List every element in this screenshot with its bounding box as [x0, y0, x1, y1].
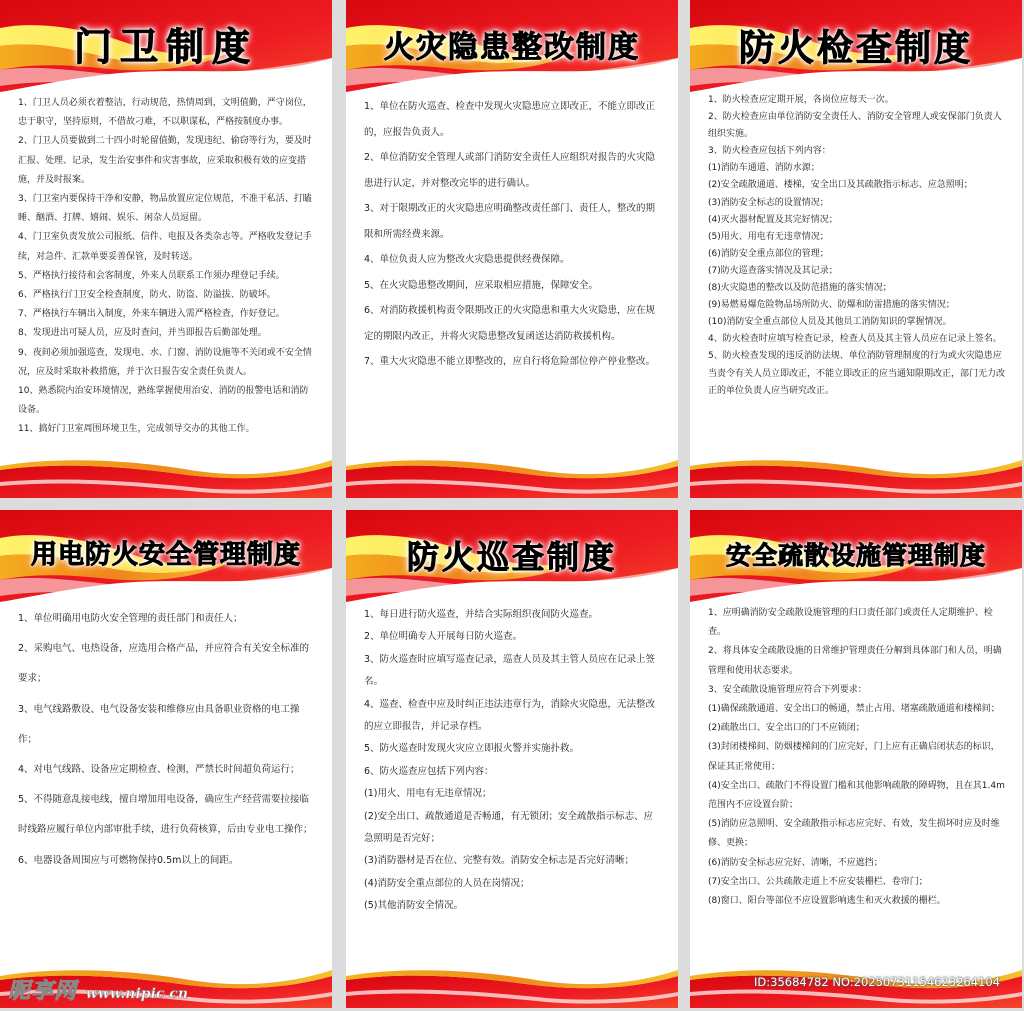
rule-item: 6、防火巡查应包括下列内容： [364, 765, 494, 777]
rule-item: 1、门卫人员必须衣着整洁，行动规范，热情周到，文明值勤，严守岗位，忠于职守，坚持原则，不借故刁难，不以职谋私，严格按制度办事。 [18, 98, 312, 128]
rule-item: (8)窗口、阳台等部位不应设置影响逃生和灭火救援的栅栏。 [708, 896, 946, 907]
rule-item: 1、单位明确用电防火安全管理的责任部门和责任人； [18, 613, 243, 624]
rule-item: (4)安全出口、疏散门不得设置门槛和其他影响疏散的障碍物，且在其1.4m范围内不应设置台阶； [708, 780, 1005, 811]
rule-item: 2、采购电气、电热设备，应选用合格产品，并应符合有关安全标准的要求； [18, 643, 310, 685]
rule-item: 6、对消防救援机构责令限期改正的火灾隐患和重大火灾隐患，应在规定的期限内改正，并将火灾隐患整改复函送达消防救援机构。 [364, 305, 656, 342]
rule-item: (1)用火、用电有无违章情况； [364, 788, 492, 800]
watermark-brand [8, 974, 188, 1005]
rule-item: (7)防火巡查落实情况及其记录； [708, 265, 838, 276]
rule-item: (5)其他消防安全情况。 [364, 900, 463, 912]
rule-item: 6、严格执行门卫安全检查制度，防火、防盗、防溢拔、防破坏。 [18, 290, 276, 301]
rule-item: 5、在火灾隐患整改期间，应采取相应措施，保障安全。 [364, 279, 599, 291]
rule-item: 2、单位明确专人开展每日防火巡查。 [364, 631, 523, 643]
rule-item: 11、搞好门卫室周围环境卫生，完成领导交办的其他工作。 [18, 424, 255, 435]
rule-item: (6)消防安全标志应完好、清晰，不应遮挡； [708, 857, 883, 868]
panel-electrical-fire-safety [0, 510, 332, 1008]
rule-list [708, 92, 1006, 400]
rule-item: (3)消防器材是否在位、完整有效。消防安全标志是否完好清晰； [364, 855, 634, 867]
rule-item: 9、夜间必须加强巡查，发现电、水、门窗、消防设施等不关闭或不安全情况，应及时采取补救措施，并于次日报告安全责任负责人。 [18, 347, 312, 377]
rule-item: 3、安全疏散设施管理应符合下列要求： [708, 684, 867, 695]
rule-item: (4)灭火器材配置及其完好情况； [708, 214, 838, 225]
panel-fire-inspection [690, 0, 1022, 498]
rule-item: 2、单位消防安全管理人或部门消防安全责任人应组织对报告的火灾隐患进行认定，并对整改完毕的进行确认。 [364, 152, 656, 189]
rule-item: (2)安全出口、疏散通道是否畅通，有无锁闭；安全疏散指示标志、应急照明是否完好； [364, 810, 653, 845]
rule-item: 5、防火检查发现的违反消防法规、单位消防管理制度的行为或火灾隐患应当责令有关人员立即改正，不能立即改正的应当通知限期改正，部门无力改正的单位负责人应当研究改正。 [708, 351, 1006, 396]
rule-item: (1)消防车通道、消防水源； [708, 163, 820, 174]
panel-evacuation-facilities [690, 510, 1022, 1008]
rule-item: 2、防火检查应由单位消防安全责任人、消防安全管理人或安保部门负责人组织实施。 [708, 112, 1002, 140]
rule-list [364, 94, 662, 375]
footer-wave-banner [346, 962, 678, 1008]
rule-item: 3、防火检查应包括下列内容： [708, 146, 831, 157]
rule-item: 3、对于限期改正的火灾隐患应明确整改责任部门、责任人，整改的期限和所需经费来源。 [364, 203, 656, 240]
rule-item: (5)用火、用电有无违章情况； [708, 231, 829, 242]
rule-list [364, 604, 662, 918]
rule-list [708, 604, 1006, 911]
watermark-brand-name: 昵享网 [8, 978, 78, 1004]
rule-list [18, 94, 316, 440]
rule-item: 4、防火检查时应填写检查记录，检查人员及其主管人员应在记录上签名。 [708, 334, 1002, 345]
footer-wave-banner [346, 452, 678, 498]
panel-title: 防火巡查制度 [406, 538, 617, 576]
rule-item: 5、不得随意乱接电线，擅自增加用电设备，确应生产经营需要拉接临时线路应履行单位内部审批手续，进行负荷核算，后由专业电工操作； [18, 794, 313, 836]
footer-wave-banner [690, 452, 1022, 498]
rule-item: 8、发现进出可疑人员，应及时查问，并当即报告后勤部处理。 [18, 328, 267, 339]
panel-fire-hazard-rectification [346, 0, 678, 498]
rule-item: 2、门卫人员要做到二十四小时轮留值勤，发现违纪、偷窃等行为，要及时汇报、处理、记录，发生治安事件和灾害事故，应采取积极有效的应变措施，并及时报案。 [18, 136, 312, 185]
rule-item: 1、每日进行防火巡查，并结合实际组织夜间防火巡查。 [364, 609, 599, 620]
rule-item: 1、防火检查应定期开展，各岗位应每天一次。 [708, 95, 894, 105]
panel-title: 安全疏散设施管理制度 [725, 541, 986, 570]
rule-item: (5)消防应急照明、安全疏散指示标志应完好、有效，发生损坏时应及时维修、更换； [708, 819, 1000, 849]
rule-item: 7、严格执行车辆出入制度，外来车辆进入需严格检查，作好登记。 [18, 309, 285, 320]
rule-item: 5、严格执行接待和会客制度，外来人员联系工作须办理登记手续。 [18, 270, 285, 281]
rule-item: (8)火灾隐患的整改以及防范措施的落实情况； [708, 283, 892, 294]
rule-item: 7、重大火灾隐患不能立即整改的，应自行将危险部位停产停业整改。 [364, 356, 656, 367]
panel-title: 门卫制度 [73, 25, 258, 69]
rule-item: 4、巡查、检查中应及时纠正违法违章行为，消除火灾隐患，无法整改的应立即报告，并记录存档。 [364, 698, 656, 733]
watermark-url: www.nipic.cn [85, 986, 189, 1002]
rule-item: (2)安全疏散通道、楼梯，安全出口及其疏散指示标志、应急照明； [708, 180, 973, 191]
rule-item: 3、门卫室内要保持干净和安静，物品放置应定位规范，不准干私活、打瞌睡、酗酒、打牌、嬉闹、娱乐、闲杂人员逗留。 [18, 194, 312, 224]
rule-item: 4、对电气线路、设备应定期检查、检测，严禁长时间超负荷运行； [18, 764, 300, 776]
panel-title: 火灾隐患整改制度 [384, 30, 640, 65]
footer-wave-banner [0, 452, 332, 498]
rule-item: 4、单位负责人应为整改火灾隐患提供经费保障。 [364, 254, 570, 265]
rule-item: 3、防火巡查时应填写巡查记录，巡查人员及其主管人员应在记录上签名。 [364, 653, 656, 688]
rule-item: (9)易燃易爆危险物品场所防火、防爆和防雷措施的落实情况； [708, 300, 955, 311]
rule-item: (1)确保疏散通道、安全出口的畅通，禁止占用、堵塞疏散通道和楼梯间； [708, 704, 1000, 715]
rule-item: 3、电气线路敷设、电气设备安装和维修应由具备职业资格的电工操作； [18, 703, 300, 745]
rule-item: (10)消防安全重点部位人员及其他员工消防知识的掌握情况。 [708, 317, 952, 328]
rule-item: (7)安全出口、公共疏散走道上不应安装栅栏、卷帘门； [708, 876, 928, 887]
panel-gatekeeper-rules [0, 0, 332, 498]
rule-item: 5、防火巡查时发现火灾应立即报火警并实施扑救。 [364, 743, 580, 755]
rule-item: 1、单位在防火巡查、检查中发现火灾隐患应立即改正，不能立即改正的，应报告负责人。 [364, 101, 656, 138]
rule-item: (3)消防安全标志的设置情况； [708, 197, 829, 208]
rule-list [18, 604, 316, 876]
rule-item: 1、应明确消防安全疏散设施管理的归口责任部门或责任人定期维护、检查。 [708, 608, 993, 638]
rule-item: 4、门卫室负责发放公司报纸、信件、电报及各类杂志等。严格收发登记手续，对急件、汇款单要妥善保管，及时转送。 [18, 232, 312, 262]
watermark-id: ID:35684782 NO:20250731154623264104 [754, 975, 1000, 989]
rule-item: (6)消防安全重点部位的管理； [708, 248, 829, 259]
rule-item: 2、将具体安全疏散设施的日常维护管理责任分解到具体部门和人员，明确管理和使用状态要求。 [708, 646, 1002, 676]
rule-item: 10、熟悉院内治安环境情况，熟练掌握使用治安、消防的报警电话和消防设备。 [18, 386, 309, 416]
rule-item: (2)疏散出口、安全出口的门不应锁闭； [708, 723, 865, 734]
panel-title: 用电防火安全管理制度 [30, 540, 301, 570]
panel-fire-patrol [346, 510, 678, 1008]
rule-item: (3)封闭楼梯间、防烟楼梯间的门应完好，门上应有正确启闭状态的标识，保证其正常使用； [708, 742, 1000, 772]
rule-item: (4)消防安全重点部位的人员在岗情况； [364, 877, 530, 889]
panel-title: 防火检查制度 [738, 28, 973, 69]
rule-item: 6、电器设备周围应与可燃物保持0.5m以上的间距。 [18, 854, 239, 866]
